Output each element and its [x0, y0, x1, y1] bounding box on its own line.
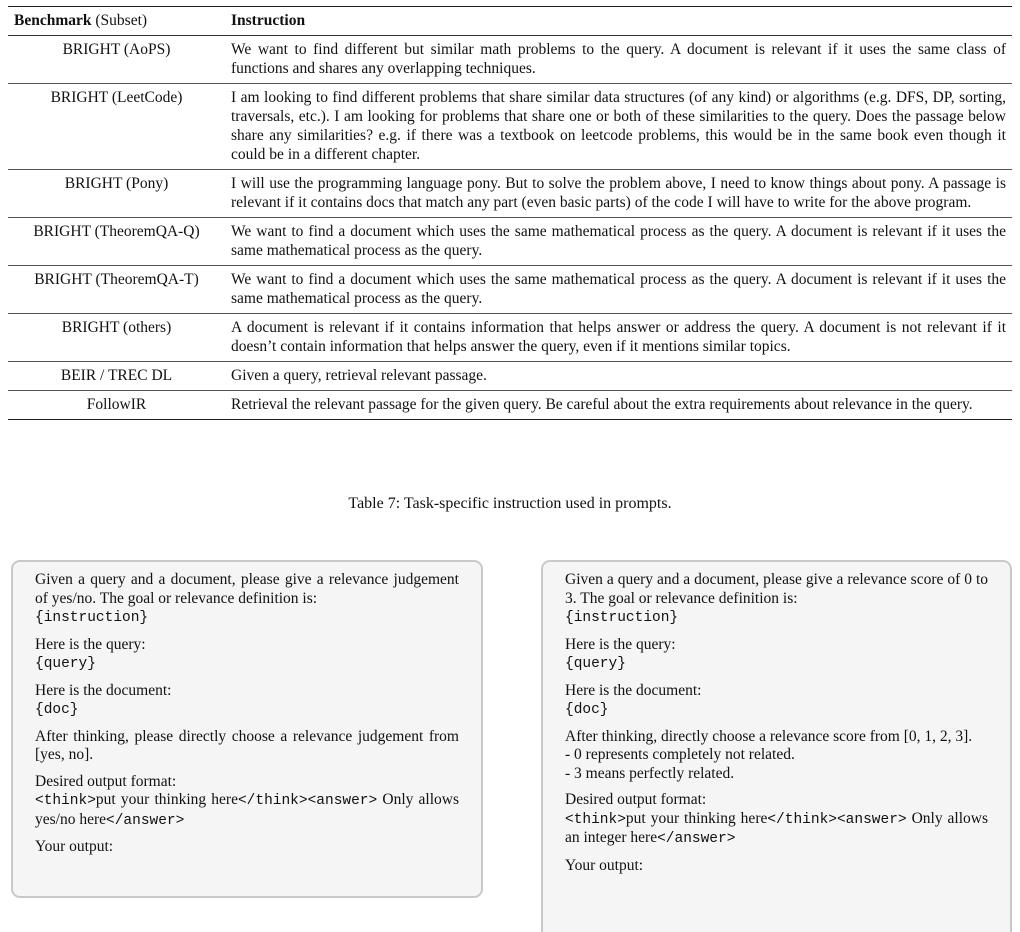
row-benchmark: BRIGHT (Pony)	[8, 170, 225, 218]
instruction-placeholder: {instruction}	[565, 610, 679, 626]
doc-label: Here is the document:	[35, 681, 172, 699]
format-label: Desired output format:	[565, 791, 707, 808]
table-caption: Table 7: Task-specific instruction used in prompts.	[348, 495, 672, 512]
row-benchmark: FollowIR	[8, 391, 225, 420]
row-instruction: We want to find a document which uses the same mathematical process as the query. A document is relevant if it uses the same mathematical process as the query.	[225, 218, 1012, 266]
instruction-placeholder: {instruction}	[35, 610, 149, 626]
doc-label: Here is the document:	[565, 681, 702, 699]
query-label: Here is the query:	[35, 635, 146, 653]
table-row	[8, 391, 1012, 420]
score-bullet-0: - 0 represents completely not related.	[565, 746, 795, 763]
row-benchmark: BRIGHT (TheoremQA-Q)	[8, 218, 225, 266]
choose-instruction: After thinking, please directly choose a relevance judgement from [yes, no].	[35, 727, 459, 763]
output-label: Your output:	[565, 856, 644, 874]
format-template: <think>put your thinking here</think><answer> Only allows yes/no here</answer>	[35, 791, 460, 829]
doc-placeholder: {doc}	[35, 702, 79, 718]
table-row	[8, 266, 1012, 314]
output-label: Your output:	[35, 838, 114, 855]
row-benchmark: BEIR / TREC DL	[8, 362, 225, 391]
table-row	[8, 36, 1012, 84]
instruction-table	[8, 6, 1012, 420]
format-label: Desired output format:	[35, 772, 177, 790]
row-benchmark: BRIGHT (AoPS)	[62, 41, 171, 58]
table-row	[8, 84, 1012, 170]
instruction-table-container	[8, 6, 1012, 420]
row-benchmark: BRIGHT (LeetCode)	[8, 84, 225, 170]
header-instruction: Instruction	[225, 7, 1012, 36]
prompt-intro: Given a query and a document, please give a relevance judgement of yes/no. The goal or relevance definition is:	[35, 571, 459, 607]
table-row	[8, 218, 1012, 266]
row-instruction: We want to find a document which uses the same mathematical process as the query. A document is relevant if it uses the same mathematical process as the query.	[225, 266, 1012, 314]
header-benchmark: Benchmark (Subset)	[8, 7, 225, 36]
prompt-box-score	[541, 560, 1012, 932]
query-placeholder: {query}	[565, 656, 626, 672]
row-instruction: We want to find different but similar math problems to the query. A document is relevant if it uses the same class of functions and shares any overlapping techniques.	[231, 41, 1006, 77]
table-row	[8, 314, 1012, 362]
query-label: Here is the query:	[565, 635, 676, 653]
prompt-intro: Given a query and a document, please give a relevance score of 0 to 3. The goal or relevance definition is:	[565, 571, 988, 607]
row-instruction: Retrieval the relevant passage for the given query. Be careful about the extra requirements about relevance in the query.	[225, 391, 1012, 420]
row-instruction: I am looking to find different problems that share similar data structures (of any kind) or algorithms (e.g. DFS, DP, sorting, traversals, etc.). I am looking for problems that share one or both of these similarities to the query. Does the passage below share any similarities? e.g. if there was a textbook on leetcode problems, this would be in the same book even though it could be in a different chapter.	[225, 84, 1012, 170]
query-placeholder: {query}	[35, 656, 96, 672]
row-instruction: Given a query, retrieval relevant passage.	[225, 362, 1012, 391]
prompt-box-yes-no	[11, 560, 483, 898]
table-header-row	[8, 7, 1012, 36]
table-row	[8, 362, 1012, 391]
row-instruction: I will use the programming language pony. But to solve the problem above, I need to know things about pony. A passage is relevant if it contains docs that match any part (even basic parts) of the code I will have to write for the above program.	[225, 170, 1012, 218]
score-bullet-3: - 3 means perfectly related.	[565, 764, 735, 782]
row-instruction: A document is relevant if it contains information that helps answer or address the query. A document is not relevant if it doesn’t contain information that helps answer the query, even if it mentions similar topics.	[225, 314, 1012, 362]
choose-instruction: After thinking, directly choose a relevance score from [0, 1, 2, 3].	[565, 727, 973, 745]
format-template: <think>put your thinking here</think><answer> Only allows an integer here</answer>	[565, 809, 989, 847]
doc-placeholder: {doc}	[565, 702, 609, 718]
table-row	[8, 170, 1012, 218]
row-benchmark: BRIGHT (TheoremQA-T)	[8, 266, 225, 314]
row-benchmark: BRIGHT (others)	[8, 314, 225, 362]
